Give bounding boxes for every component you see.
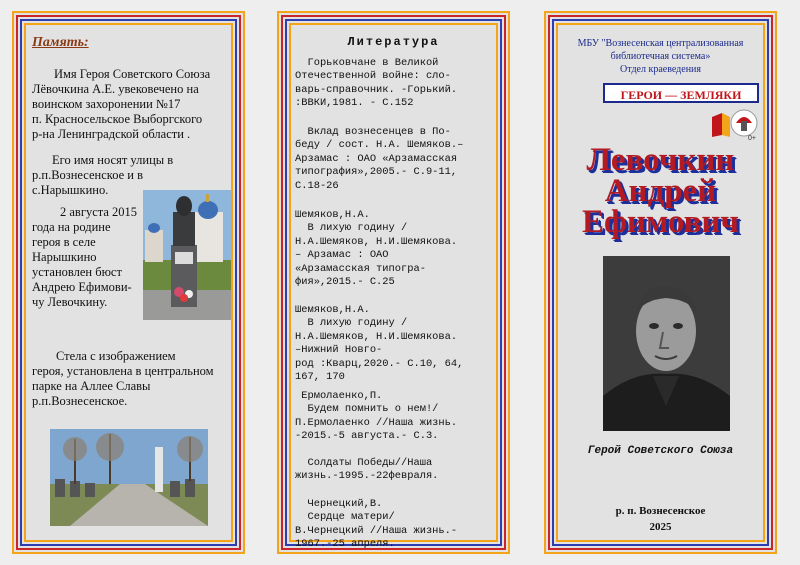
bust-paragraph	[32, 205, 152, 310]
memorial-paragraph	[32, 67, 242, 142]
text-line: героя в селе	[32, 235, 96, 249]
org-line: библиотечная система»	[610, 51, 711, 62]
text-line: р.п.Вознесенское и в	[32, 168, 143, 182]
text-line: чу Левочкину.	[32, 295, 108, 309]
hero-rank: Герой Советского Союза	[587, 445, 734, 457]
hero-first-name: Андрей	[604, 173, 717, 209]
text-line: 2 августа 2015	[60, 205, 138, 219]
reference-6: Солдаты Победы//Наша жизнь.-1995.-22февраля.	[295, 457, 439, 483]
text-line: р-на Ленинградской области .	[32, 127, 191, 141]
text-line: Его имя носят улицы в	[52, 153, 174, 167]
panel-memory	[12, 11, 245, 554]
org-line: Отдел краеведения	[619, 64, 701, 75]
publication-place: р. п. Вознесенское	[615, 505, 706, 517]
text-line: года на родине	[32, 220, 111, 234]
hero-portrait	[603, 256, 730, 431]
text-line: установлен бюст	[32, 265, 122, 279]
org-line: МБУ "Вознесенская централизованная	[577, 38, 744, 49]
text-line: воинском захоронении №17	[32, 97, 181, 111]
text-line: Стела с изображением	[56, 349, 176, 363]
bust-photo	[143, 190, 231, 320]
panel-cover	[544, 11, 777, 554]
reference-4: Шемяков,Н.А. В лихую годину / Н.А.Шемяков, Н.И.Шемякова. –Нижний Новго- род :Кварц,2020.- С.10, 64, 167, 170	[295, 304, 464, 384]
text-line: Нарышкино	[32, 250, 97, 264]
reference-2: Вклад вознесенцев в По- беду / сост. Н.А. Шемяков.– Арзамас : ОАО «Арзамасская типография»,2005.- С.9-11, С.18-26	[295, 126, 464, 192]
alley-of-glory-photo	[50, 429, 208, 526]
hero-patronymic: Ефимович	[581, 204, 740, 240]
reference-1: Горьковчане в Великой Отечественной войне: сло- варь-справочник. -Горький. :ВВКИ,1981. - С.152	[295, 57, 458, 110]
text-line: р.п.Вознесенское.	[32, 394, 128, 408]
publication-year: 2025	[649, 521, 672, 533]
reference-3: Шемяков,Н.А. В лихую годину / Н.А.Шемяков, Н.И.Шемякова. – Арзамас : ОАО «Арзамасская типогра- фия»,2015.- С.25	[295, 209, 458, 289]
text-line: парке на Аллее Славы	[32, 379, 151, 393]
text-line: с.Нарышкино.	[32, 183, 109, 197]
library-logo	[708, 107, 768, 147]
text-line: п. Красносельское Выборгского	[32, 112, 203, 126]
text-line: Андрею Ефимови-	[32, 280, 132, 294]
text-line: героя, установлена в центральном	[32, 364, 214, 378]
age-rating: 0+	[748, 135, 756, 142]
literature-heading: Литература	[347, 35, 440, 49]
panel-literature	[277, 11, 510, 554]
series-badge: ГЕРОИ — ЗЕМЛЯКИ	[603, 83, 759, 103]
hero-surname: Левочкин	[586, 142, 735, 178]
organization-header	[560, 37, 761, 76]
text-line: Лёвочкина А.Е. увековечено на	[32, 82, 199, 96]
reference-5: Ермолаенко,П. Будем помнить о нем!/ П.Ермолаенко //Наша жизнь. -2015.-5 августа.- С.3.	[295, 390, 458, 443]
stela-paragraph	[32, 349, 242, 409]
memory-heading: Память:	[32, 35, 89, 50]
reference-7: Чернецкий,В. Сердце матери/ В.Чернецкий //Наша жизнь.- 1967.-25 апреля.	[295, 498, 458, 551]
text-line: Имя Героя Советского Союза	[54, 67, 211, 81]
